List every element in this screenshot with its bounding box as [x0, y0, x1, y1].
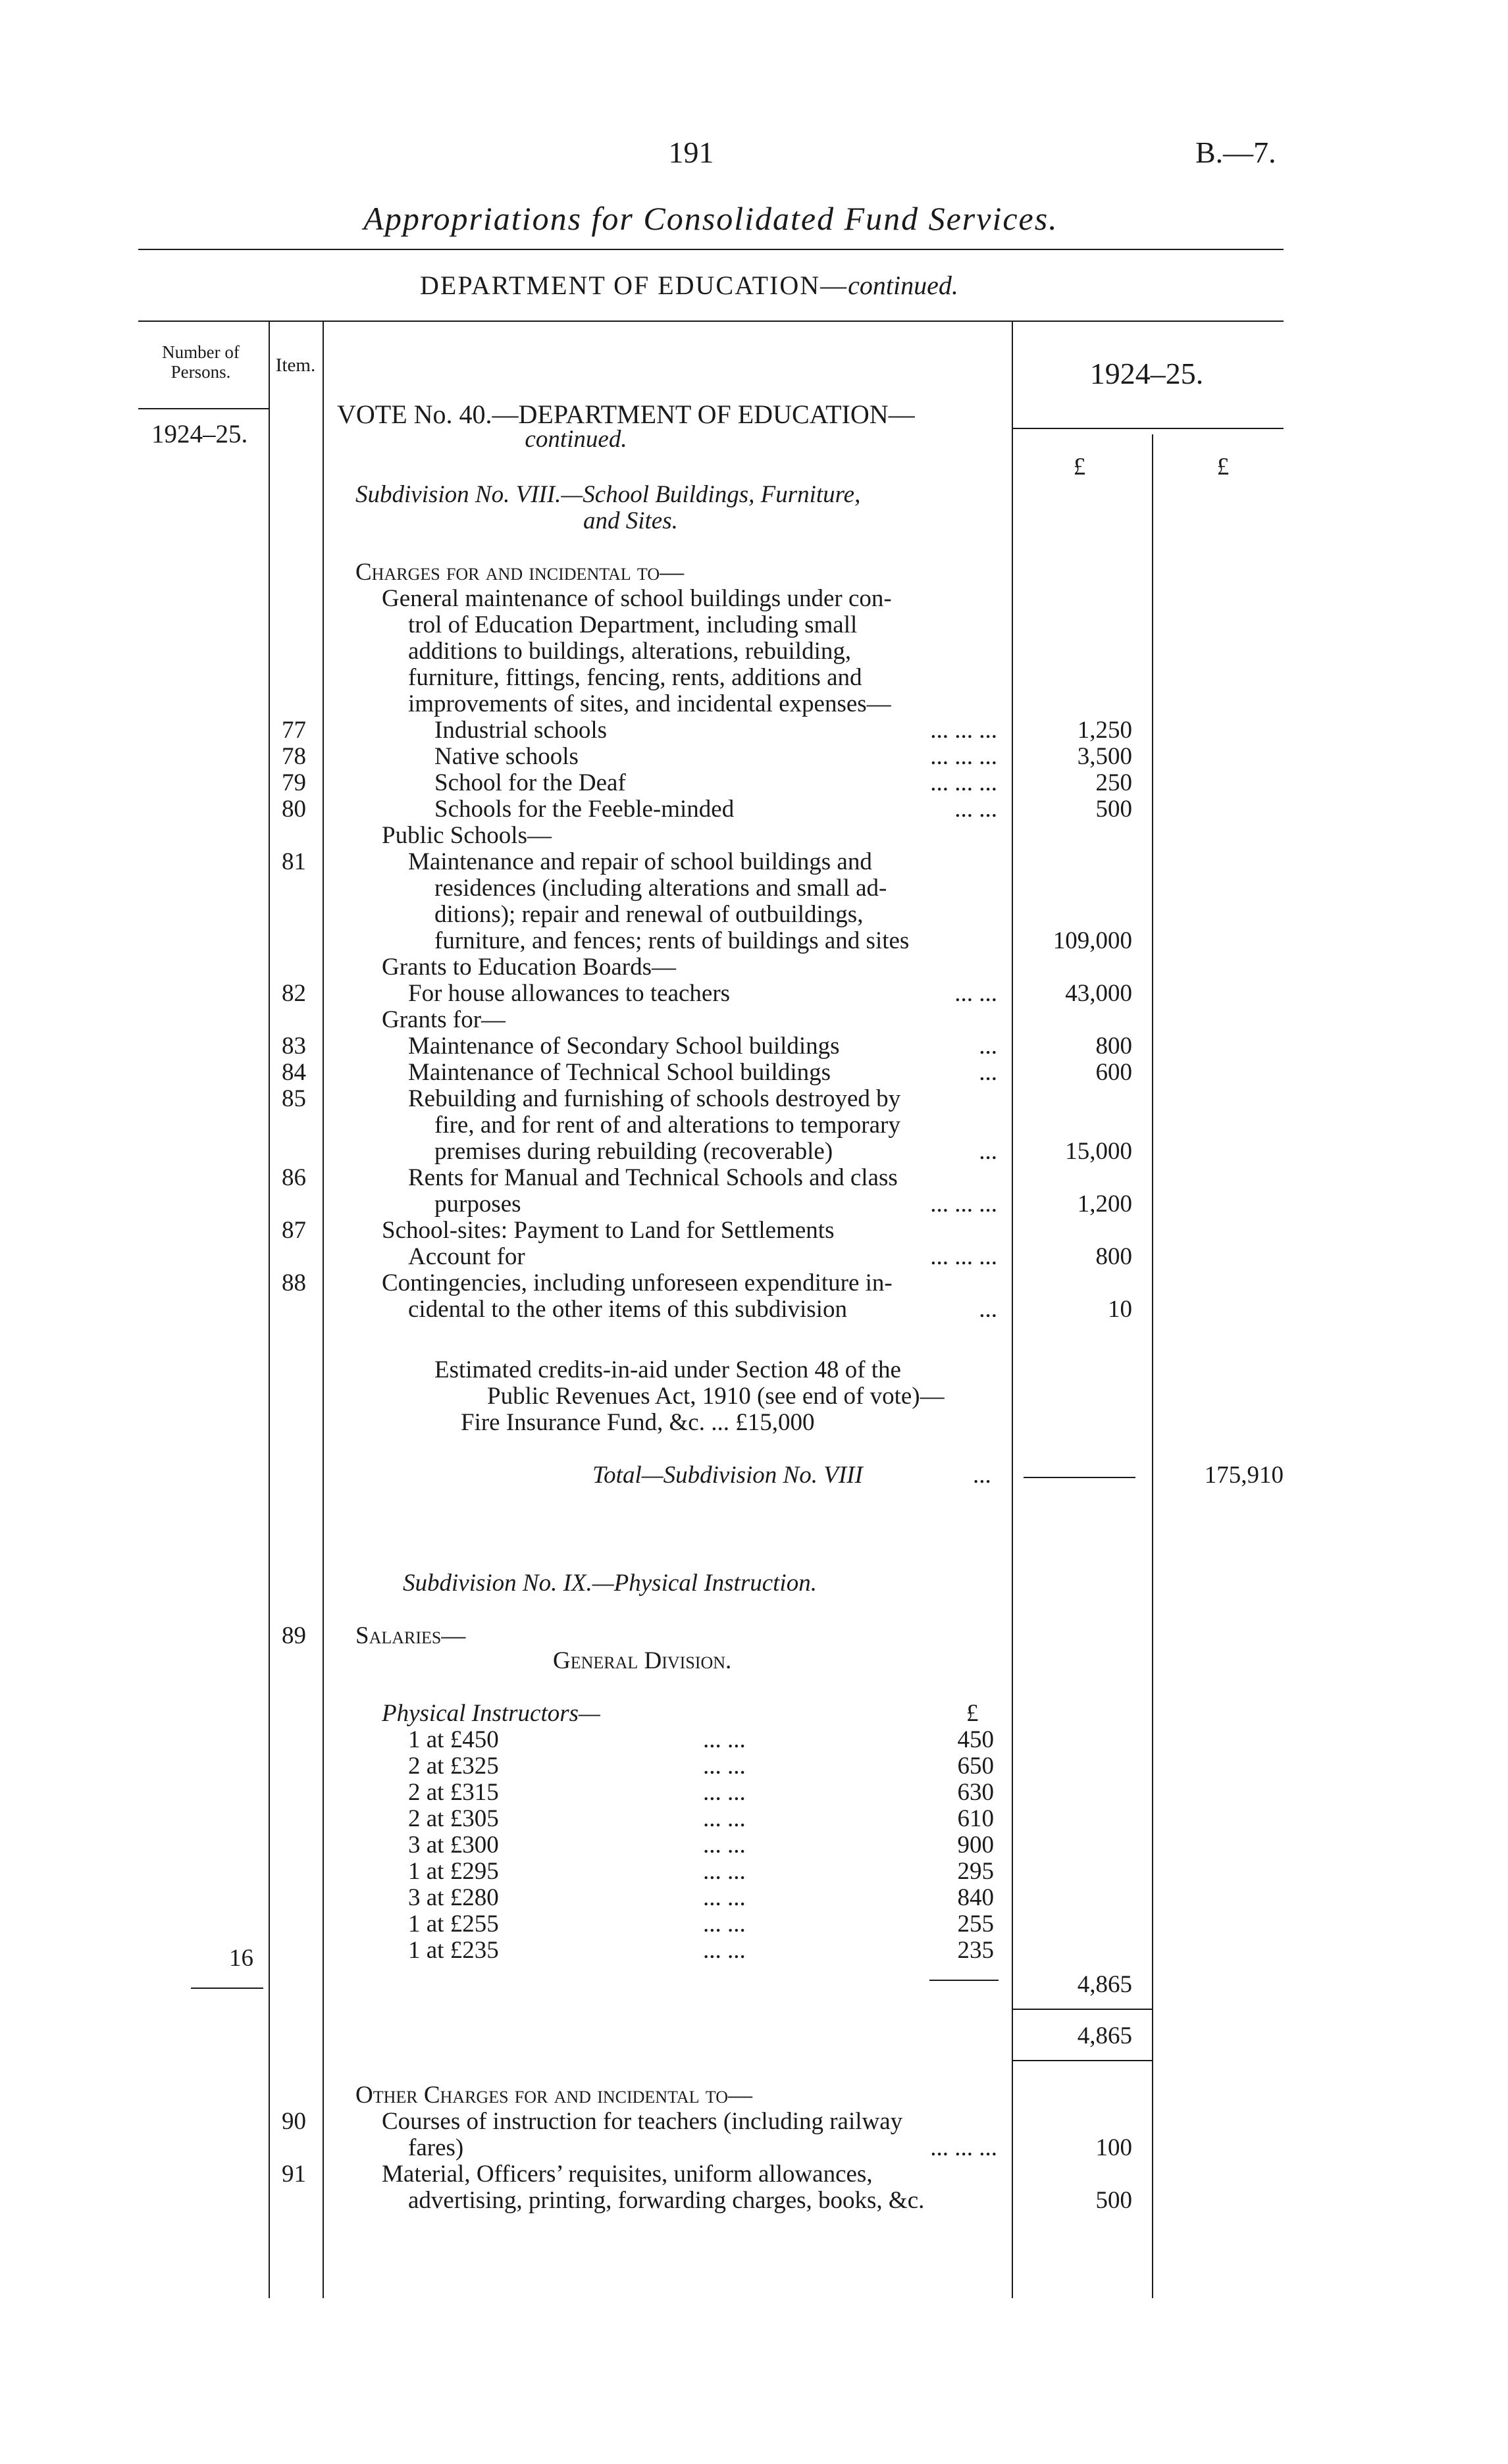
- item-number: 85: [282, 1085, 306, 1112]
- grants-boards-heading: Grants to Education Boards—: [382, 954, 676, 981]
- leader-dots: ... ...: [703, 1726, 746, 1753]
- item-amount: 109,000: [1053, 927, 1132, 954]
- item-amount: 100: [1095, 2134, 1132, 2161]
- subdivision-viii-heading-cont: and Sites.: [583, 507, 678, 534]
- item-number: 90: [282, 2108, 306, 2135]
- leader-dots: ... ...: [703, 1779, 746, 1806]
- item-number: 79: [282, 769, 306, 796]
- item-amount: 800: [1095, 1033, 1132, 1060]
- item-label: Maintenance of Technical School buildings: [408, 1059, 831, 1086]
- item-label: Schools for the Feeble-minded: [434, 796, 735, 823]
- other-charges-heading: Other Charges for and incidental to—: [355, 2082, 752, 2109]
- item-85-line-2: fire, and for rent of and alterations to temporary: [434, 1112, 900, 1139]
- item-number: 84: [282, 1059, 306, 1086]
- instructor-amount: 610: [957, 1805, 994, 1832]
- persons-year: 1924–25.: [151, 420, 248, 448]
- page-number: 191: [668, 136, 714, 169]
- item-90-line-2: fares): [408, 2134, 464, 2161]
- main-title: Appropriations for Consolidated Fund Services.: [363, 200, 1058, 237]
- instructor-grade: 2 at £325: [408, 1753, 499, 1780]
- leader-dots: ... ...: [703, 1832, 746, 1859]
- item-amount: 3,500: [1077, 743, 1132, 770]
- general-line-1: General maintenance of school buildings under con-: [382, 585, 892, 612]
- instructors-sum-rule: [929, 1980, 999, 1981]
- amounts-year: 1924–25.: [1089, 357, 1204, 390]
- item-88-line-2: cidental to the other items of this subdivision: [408, 1296, 847, 1323]
- item-amount: 600: [1095, 1059, 1132, 1086]
- item-amount: 800: [1095, 1243, 1132, 1270]
- leader-dots: ... ... ...: [930, 743, 997, 770]
- item-number: 81: [282, 848, 306, 875]
- instructor-grade: 1 at £255: [408, 1911, 499, 1938]
- item-91-line-1: Material, Officers’ requisites, uniform allowances,: [382, 2161, 873, 2188]
- item-amount: 1,250: [1077, 717, 1132, 744]
- department-heading: [420, 272, 958, 299]
- item-amount: 1,200: [1077, 1191, 1132, 1218]
- item-90-line-1: Courses of instruction for teachers (including railway: [382, 2108, 903, 2135]
- instructor-grade: 1 at £295: [408, 1858, 499, 1885]
- total-amount: 175,910: [1204, 1462, 1284, 1489]
- instructor-grade: 1 at £450: [408, 1726, 499, 1753]
- leader-dots: ... ... ...: [930, 1191, 997, 1218]
- general-division-heading: General Division.: [553, 1647, 732, 1674]
- item-number: 77: [282, 717, 306, 744]
- column-head-rule: [138, 321, 1284, 322]
- general-line-2: trol of Education Department, including small: [408, 611, 858, 638]
- item-amount: 43,000: [1065, 980, 1132, 1007]
- item-86-line-1: Rents for Manual and Technical Schools and class: [408, 1164, 898, 1191]
- item-amount: 250: [1095, 769, 1132, 796]
- instructor-amount: 840: [957, 1884, 994, 1911]
- vote-title: VOTE No. 40.—DEPARTMENT OF EDUCATION—: [337, 399, 915, 429]
- item-number: 91: [282, 2161, 306, 2188]
- leader-dots: ...: [979, 1033, 997, 1060]
- grants-for-heading: Grants for—: [382, 1006, 506, 1033]
- instructor-amount: 255: [957, 1911, 994, 1938]
- amount-column-middle-rule: [1152, 434, 1153, 2298]
- item-91-line-2: advertising, printing, forwarding charges, books, &c.: [408, 2187, 925, 2214]
- leader-dots: ... ... ...: [930, 1243, 997, 1270]
- item-85-line-3: premises during rebuilding (recoverable): [434, 1138, 833, 1165]
- amount-year-rule: [1012, 428, 1284, 429]
- salaries-heading: Salaries—: [355, 1622, 466, 1649]
- item-label: School for the Deaf: [434, 769, 626, 796]
- credits-line-3: Fire Insurance Fund, &c. ... £15,000: [461, 1409, 815, 1436]
- general-line-5: improvements of sites, and incidental expenses—: [408, 690, 891, 717]
- department-name: DEPARTMENT OF EDUCATION—: [420, 270, 848, 300]
- item-label: For house allowances to teachers: [408, 980, 731, 1007]
- leader-dots: ... ...: [703, 1753, 746, 1780]
- department-continued: continued.: [848, 270, 958, 300]
- credits-line-2: Public Revenues Act, 1910 (see end of vote)—: [487, 1383, 945, 1410]
- instructor-amount: 900: [957, 1832, 994, 1859]
- persons-total: 16: [229, 1945, 253, 1972]
- item-81-line-2: residences (including alterations and small ad-: [434, 875, 887, 902]
- salaries-total-rule-bottom: [1012, 2060, 1152, 2061]
- item-number: 82: [282, 980, 306, 1007]
- item-number: 87: [282, 1217, 306, 1244]
- item-amount: 500: [1095, 796, 1132, 823]
- item-column-right-rule: [323, 321, 324, 2298]
- leader-dots: ... ...: [703, 1884, 746, 1911]
- leader-dots: ...: [979, 1138, 997, 1165]
- salaries-total: 4,865: [1077, 1971, 1132, 1998]
- instructor-grade: 1 at £235: [408, 1937, 499, 1964]
- item-81-line-3: ditions); repair and renewal of outbuildings,: [434, 901, 864, 928]
- item-number: 86: [282, 1164, 306, 1191]
- salaries-total-rule-top: [1012, 2009, 1152, 2010]
- salaries-total-repeat: 4,865: [1077, 2022, 1132, 2049]
- instructor-amount: 295: [957, 1858, 994, 1885]
- leader-dots: ... ... ...: [930, 717, 997, 744]
- persons-total-rule: [191, 1988, 263, 1989]
- public-schools-heading: Public Schools—: [382, 822, 552, 849]
- pound-sign: £: [966, 1700, 979, 1727]
- subdivision-ix-heading: Subdivision No. IX.—Physical Instruction.: [403, 1570, 817, 1597]
- item-amount: 500: [1095, 2187, 1132, 2214]
- vote-continued: continued.: [525, 426, 627, 453]
- instructor-amount: 630: [957, 1779, 994, 1806]
- pound-column-2: £: [1216, 453, 1230, 480]
- item-number: 89: [282, 1622, 306, 1649]
- item-column-left-rule: [269, 321, 270, 2298]
- leader-dots: ... ...: [703, 1858, 746, 1885]
- item-85-line-1: Rebuilding and furnishing of schools destroyed by: [408, 1085, 901, 1112]
- leader-dots: ... ... ...: [930, 2134, 997, 2161]
- leader-dots: ... ... ...: [930, 769, 997, 796]
- persons-year-rule: [138, 408, 269, 409]
- item-number: 83: [282, 1033, 306, 1060]
- instructors-heading: Physical Instructors—: [382, 1700, 600, 1727]
- leader-dots: ... ...: [703, 1805, 746, 1832]
- document-reference: B.—7.: [1195, 136, 1276, 169]
- instructor-grade: 3 at £300: [408, 1832, 499, 1859]
- item-number: 88: [282, 1270, 306, 1296]
- charges-heading: Charges for and incidental to—: [355, 559, 685, 586]
- instructor-amount: 450: [957, 1726, 994, 1753]
- leader-dots: ...: [979, 1059, 997, 1086]
- total-label: Total—Subdivision No. VIII: [592, 1462, 863, 1489]
- total-rule: [1024, 1477, 1135, 1478]
- item-81-line-4: furniture, and fences; rents of buildings and sites: [434, 927, 910, 954]
- leader-dots: ...: [973, 1462, 991, 1489]
- leader-dots: ... ...: [954, 980, 997, 1007]
- item-86-line-2: purposes: [434, 1191, 521, 1218]
- item-label: Native schools: [434, 743, 579, 770]
- leader-dots: ...: [979, 1296, 997, 1323]
- credits-line-1: Estimated credits-in-aid under Section 48 of the: [434, 1356, 901, 1383]
- item-amount: 10: [1108, 1296, 1132, 1323]
- item-number: 80: [282, 796, 306, 823]
- instructor-grade: 3 at £280: [408, 1884, 499, 1911]
- item-88-line-1: Contingencies, including unforeseen expenditure in-: [382, 1270, 893, 1296]
- item-87-line-1: School-sites: Payment to Land for Settlements: [382, 1217, 835, 1244]
- general-line-3: additions to buildings, alterations, rebuilding,: [408, 638, 852, 665]
- leader-dots: ... ...: [703, 1911, 746, 1938]
- item-label: Industrial schools: [434, 717, 608, 744]
- item-87-line-2: Account for: [408, 1243, 525, 1270]
- instructor-grade: 2 at £315: [408, 1779, 499, 1806]
- leader-dots: ... ...: [954, 796, 997, 823]
- item-header: Item.: [275, 355, 316, 376]
- item-number: 78: [282, 743, 306, 770]
- pound-column-1: £: [1073, 453, 1086, 480]
- number-of-persons-header: Number of Persons.: [162, 342, 240, 382]
- instructor-grade: 2 at £305: [408, 1805, 499, 1832]
- leader-dots: ... ...: [703, 1937, 746, 1964]
- item-amount: 15,000: [1065, 1138, 1132, 1165]
- general-line-4: furniture, fittings, fencing, rents, additions and: [408, 664, 862, 691]
- title-rule: [138, 249, 1284, 250]
- instructor-amount: 235: [957, 1937, 994, 1964]
- amount-column-left-rule: [1012, 321, 1013, 2298]
- instructor-amount: 650: [957, 1753, 994, 1780]
- item-label: Maintenance of Secondary School buildings: [408, 1033, 840, 1060]
- item-81-line-1: Maintenance and repair of school buildings and: [408, 848, 872, 875]
- subdivision-viii-heading: Subdivision No. VIII.—School Buildings, Furniture,: [355, 481, 861, 508]
